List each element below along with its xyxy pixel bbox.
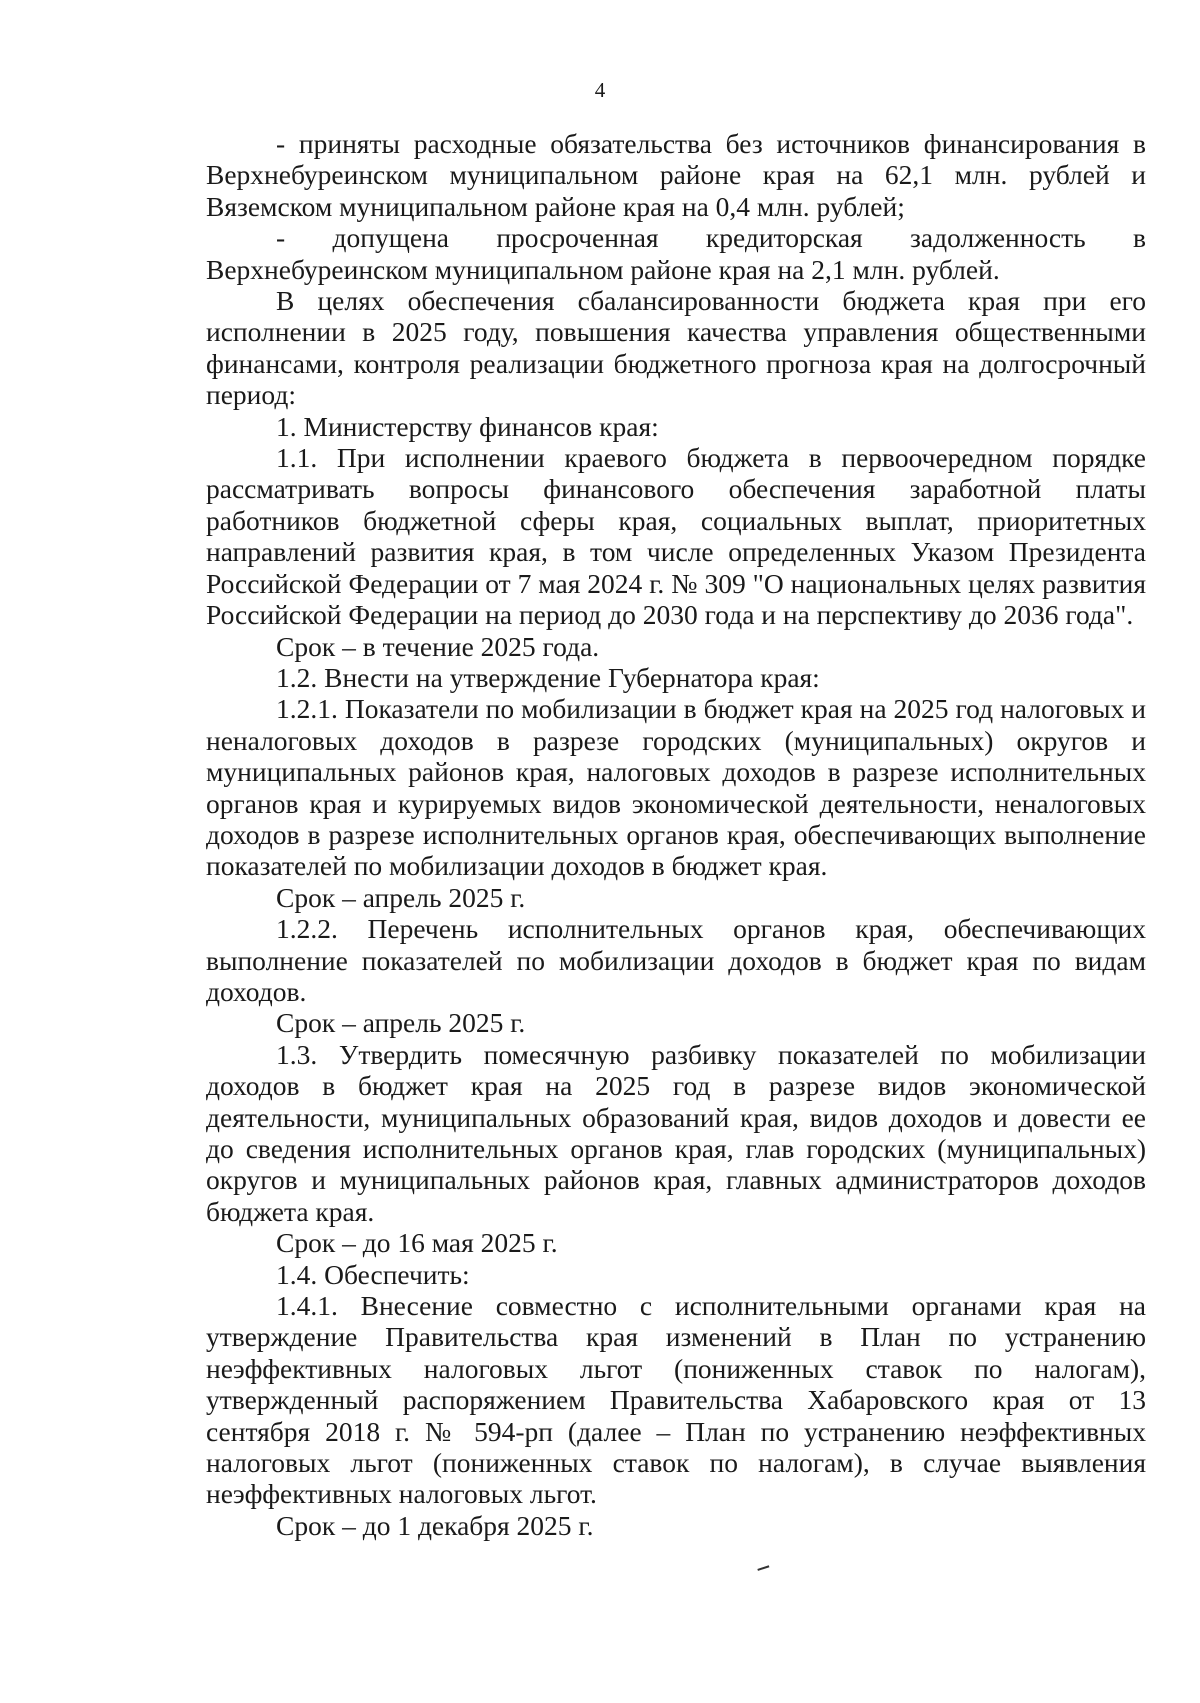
document-body <box>206 128 1146 1541</box>
paragraph-overdue-debt: - допущена просроченная кредиторская задолженность в Верхнебуреинском муниципальном районе края на 2,1 млн. рублей. <box>206 222 1146 285</box>
item-1-4-1-deadline: Срок – до 1 декабря 2025 г. <box>276 1509 594 1541</box>
paragraph-unfunded-obligations: - приняты расходные обязательства без источников финансирования в Верхнебуреинском муниципальном районе края на 62,1 млн. рублей и Вяземском муниципальном районе края на 0,4 млн. рублей; <box>206 128 1146 222</box>
item-1-heading: 1. Министерству финансов края: <box>276 410 659 442</box>
page-number: 4 <box>594 78 606 102</box>
item-1-4-heading: 1.4. Обеспечить: <box>276 1258 470 1290</box>
item-1-3-deadline: Срок – до 16 мая 2025 г. <box>276 1227 558 1259</box>
item-1-2-2-deadline: Срок – апрель 2025 г. <box>276 1007 526 1039</box>
item-1-1-deadline: Срок – в течение 2025 года. <box>276 630 600 662</box>
item-1-3: 1.3. Утвердить помесячную разбивку показателей по мобилизации доходов в бюджет края на 2025 год в разрезе видов экономической деятельности, муниципальных образований края, видов доходов и довести ее до сведения исполнительных органов края, глав городских (муниципальных) округов и муниципальных районов края, главных администраторов доходов бюджета края. <box>206 1038 1146 1227</box>
item-1-1: 1.1. При исполнении краевого бюджета в первоочередном порядке рассматривать вопросы финансового обеспечения заработной платы работников бюджетной сферы края, социальных выплат, приоритетных направлений развития края, в том числе определенных Указом Президента Российской Федерации от 7 мая 2024 г. № 309 "О национальных целях развития Российской Федерации на период до 2030 года и на перспективу до 2036 года". <box>206 442 1146 631</box>
pen-mark <box>757 1565 770 1574</box>
item-1-2-1: 1.2.1. Показатели по мобилизации в бюджет края на 2025 год налоговых и неналоговых доходов в разрезе городских (муниципальных) округов и муниципальных районов края, налоговых доходов в разрезе исполнительных органов края и курируемых видов экономической деятельности, неналоговых доходов в разрезе исполнительных органов края, обеспечивающих выполнение показателей по мобилизации доходов в бюджет края. <box>206 693 1146 882</box>
paragraph-purpose: В целях обеспечения сбалансированности бюджета края при его исполнении в 2025 году, повышения качества управления общественными финансами, контроля реализации бюджетного прогноза края на долгосрочный период: <box>206 285 1146 411</box>
item-1-4-1: 1.4.1. Внесение совместно с исполнительными органами края на утверждение Правительства края изменений в План по устранению неэффективных налоговых льгот (пониженных ставок по налогам), утвержденный распоряжением Правительства Хабаровского края от 13 сентября 2018 г. № 594-рп (далее – План по устранению неэффективных налоговых льгот (пониженных ставок по налогам), в случае выявления неэффективных налоговых льгот. <box>206 1290 1146 1510</box>
item-1-2-heading: 1.2. Внести на утверждение Губернатора края: <box>276 661 820 693</box>
item-1-2-1-deadline: Срок – апрель 2025 г. <box>276 881 526 913</box>
item-1-2-2: 1.2.2. Перечень исполнительных органов края, обеспечивающих выполнение показателей по мобилизации доходов в бюджет края по видам доходов. <box>206 913 1146 1007</box>
